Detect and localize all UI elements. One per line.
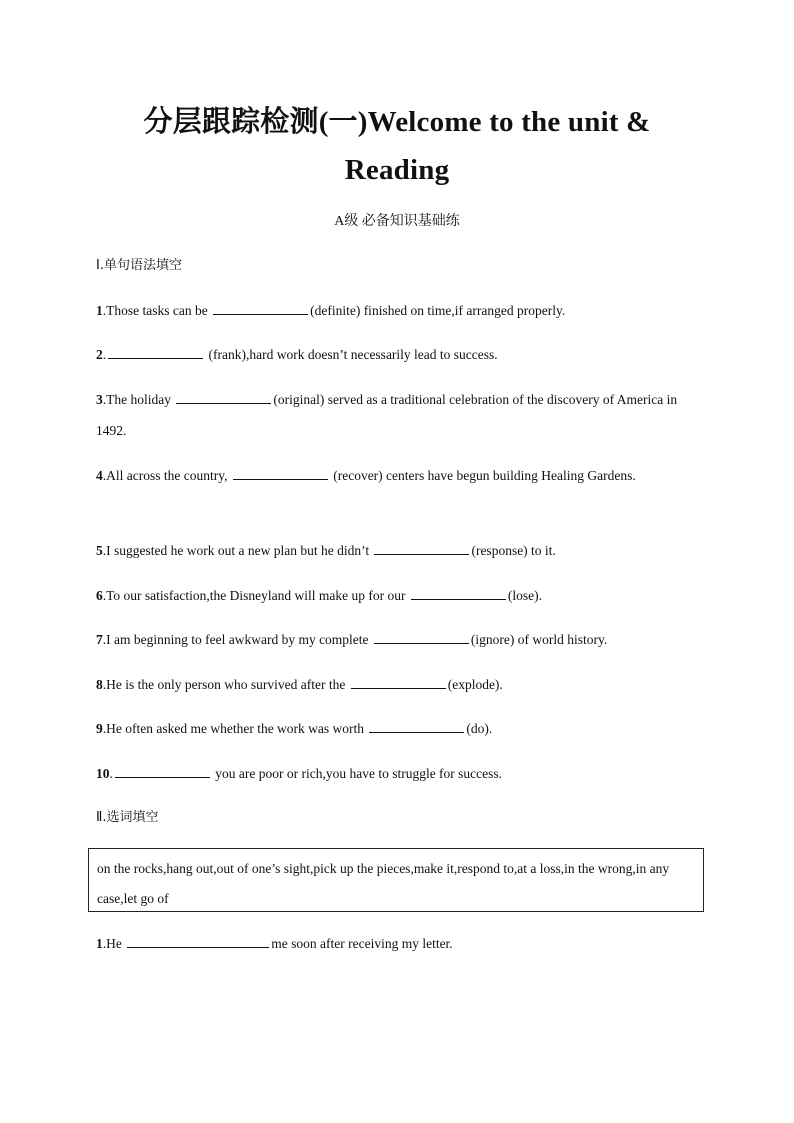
item-text-before: .He <box>102 936 126 951</box>
item-number: 7 <box>96 632 103 647</box>
answer-blank[interactable] <box>411 586 506 600</box>
answer-blank[interactable] <box>213 301 308 315</box>
item-text-before: .He is the only person who survived after the <box>102 677 349 692</box>
answer-blank[interactable] <box>127 934 269 948</box>
answer-blank[interactable] <box>369 719 464 733</box>
item-number: 5 <box>96 543 103 558</box>
exercise-item-3 <box>96 384 696 446</box>
answer-blank[interactable] <box>115 764 210 778</box>
word-bank-box <box>88 848 704 912</box>
item-text-before: .To our satisfaction,the Disneyland will make up for our <box>102 588 409 603</box>
section-2-heading: Ⅱ.选词填空 <box>96 810 159 825</box>
item-text-before: .All across the country, <box>102 468 231 483</box>
item-text-after: (original) served as a traditional celebration of the discovery of America in 1492. <box>96 392 678 438</box>
item-number: 2 <box>96 347 103 362</box>
answer-blank[interactable] <box>233 466 328 480</box>
item-number: 8 <box>96 677 103 692</box>
item-text-after: (response) to it. <box>471 543 556 558</box>
item-text-after: (explode). <box>447 677 503 692</box>
item-text-after: you are poor or rich,you have to struggle for success. <box>211 766 503 781</box>
answer-blank[interactable] <box>351 675 446 689</box>
item-text-after: (recover) centers have begun building Healing Gardens. <box>329 468 636 483</box>
item-text-after: (definite) finished on time,if arranged properly. <box>310 303 566 318</box>
exercise-item-7 <box>96 624 696 655</box>
exercise-item-2 <box>96 339 696 370</box>
item-text-after: (lose). <box>507 588 542 603</box>
item-number: 1 <box>96 303 103 318</box>
item-text-before: .The holiday <box>102 392 175 407</box>
item-number: 9 <box>96 721 103 736</box>
item-number: 6 <box>96 588 103 603</box>
item-text-after: (do). <box>466 721 493 736</box>
exercise-item-10 <box>96 758 696 789</box>
item-text-before: . <box>102 347 107 362</box>
item-number: 4 <box>96 468 103 483</box>
item-text-after: (frank),hard work doesn’t necessarily lead to success. <box>205 347 498 362</box>
item-text-before: .I am beginning to feel awkward by my complete <box>102 632 372 647</box>
answer-blank[interactable] <box>108 345 203 359</box>
item-text-before: .Those tasks can be <box>102 303 212 318</box>
word-bank-text: on the rocks,hang out,out of one’s sight,pick up the pieces,make it,respond to,at a loss,in the wrong,in any case,let go of <box>97 861 670 906</box>
item-text-before: . <box>109 766 113 781</box>
answer-blank[interactable] <box>374 541 469 555</box>
item-text-before: .I suggested he work out a new plan but he didn’t <box>102 543 373 558</box>
answer-blank[interactable] <box>374 630 469 644</box>
level-label: A级 必备知识基础练 <box>334 214 460 229</box>
section-1-heading: Ⅰ.单句语法填空 <box>96 258 182 273</box>
item-number: 3 <box>96 392 103 407</box>
section-2-item-1 <box>96 928 696 959</box>
exercise-item-1 <box>96 295 696 326</box>
item-text-before: .He often asked me whether the work was worth <box>102 721 368 736</box>
page-title <box>60 98 734 194</box>
item-number: 1 <box>96 936 103 951</box>
exercise-item-9 <box>96 713 696 744</box>
item-text-after: (ignore) of world history. <box>470 632 608 647</box>
exercise-item-8 <box>96 669 696 700</box>
exercise-item-5 <box>96 535 696 566</box>
exercise-item-4 <box>96 460 696 491</box>
title-line-1: 分层跟踪检测(一)Welcome to the unit & <box>143 106 651 138</box>
item-text-after: me soon after receiving my letter. <box>271 936 453 951</box>
exercise-item-6 <box>96 580 696 611</box>
answer-blank[interactable] <box>176 390 271 404</box>
item-number: 10 <box>96 766 110 781</box>
title-line-2: Reading <box>344 154 450 186</box>
